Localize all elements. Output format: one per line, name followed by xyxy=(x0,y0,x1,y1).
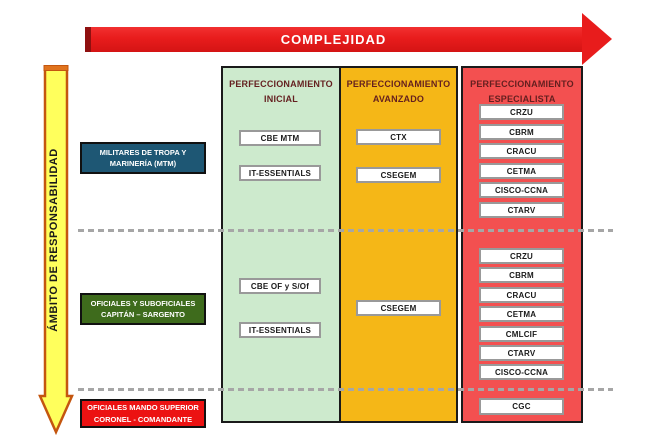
course-box: CRZU xyxy=(479,104,564,120)
row-divider-dashed-line xyxy=(78,388,613,391)
course-box: CBE MTM xyxy=(239,130,321,146)
column-title-inicial xyxy=(223,68,339,107)
row-label-line: CAPITÁN – SARGENTO xyxy=(100,310,186,319)
complexity-arrow-label: COMPLEJIDAD xyxy=(280,32,387,47)
column-title-line: PERFECCIONAMIENTO xyxy=(470,79,574,89)
arrow-top-cap xyxy=(44,66,68,71)
course-box: CISCO-CCNA xyxy=(479,364,564,380)
course-box: CETMA xyxy=(479,163,564,179)
course-box: CBRM xyxy=(479,124,564,140)
complexity-arrow xyxy=(85,27,582,52)
row-label-oficiales-suboficiales xyxy=(80,293,206,325)
row-label-mando-superior xyxy=(80,399,206,428)
course-box: CISCO-CCNA xyxy=(479,182,564,198)
column-title-especialista xyxy=(463,68,581,107)
row-label-line: CORONEL - COMANDANTE xyxy=(93,414,193,424)
course-box: CTARV xyxy=(479,345,564,361)
column-title-avanzado xyxy=(341,68,456,107)
course-box: CTX xyxy=(356,129,441,145)
course-box: CRZU xyxy=(479,248,564,264)
column-title-line: PERFECCIONAMIENTO xyxy=(229,79,333,89)
course-box: CMLCIF xyxy=(479,326,564,342)
right-arrowhead-icon xyxy=(582,13,612,65)
complexity-arrow-tail xyxy=(85,27,91,52)
column-title-line: INICIAL xyxy=(264,93,298,104)
column-title-line: ESPECIALISTA xyxy=(488,93,556,104)
row-label-line: OFICIALES MANDO SUPERIOR xyxy=(87,403,199,413)
course-box: CSEGEM xyxy=(356,167,441,183)
column-perfeccionamiento-avanzado xyxy=(339,66,458,423)
course-box: CGC xyxy=(479,398,564,415)
course-box: IT-ESSENTIALS xyxy=(239,165,321,181)
course-box: IT-ESSENTIALS xyxy=(239,322,321,338)
column-title-line: AVANZADO xyxy=(372,93,425,104)
course-box: CRACU xyxy=(479,287,564,303)
column-title-line: PERFECCIONAMIENTO xyxy=(346,79,451,89)
row-divider-dashed-line xyxy=(78,229,613,232)
row-label-line: MARINERÍA (MTM) xyxy=(109,159,177,168)
course-box: CBRM xyxy=(479,267,564,283)
responsibility-arrow-label: ÁMBITO DE RESPONSABILIDAD xyxy=(48,148,60,332)
course-box: CRACU xyxy=(479,143,564,159)
course-box: CTARV xyxy=(479,202,564,218)
row-label-line: MILITARES DE TROPA Y xyxy=(99,147,187,157)
course-box: CETMA xyxy=(479,306,564,322)
course-box: CSEGEM xyxy=(356,300,441,316)
column-perfeccionamiento-inicial xyxy=(221,66,341,423)
row-label-mtm xyxy=(80,142,206,174)
row-label-line: OFICIALES Y SUBOFICIALES xyxy=(90,298,196,308)
course-box: CBE OF y S/Of xyxy=(239,278,321,294)
